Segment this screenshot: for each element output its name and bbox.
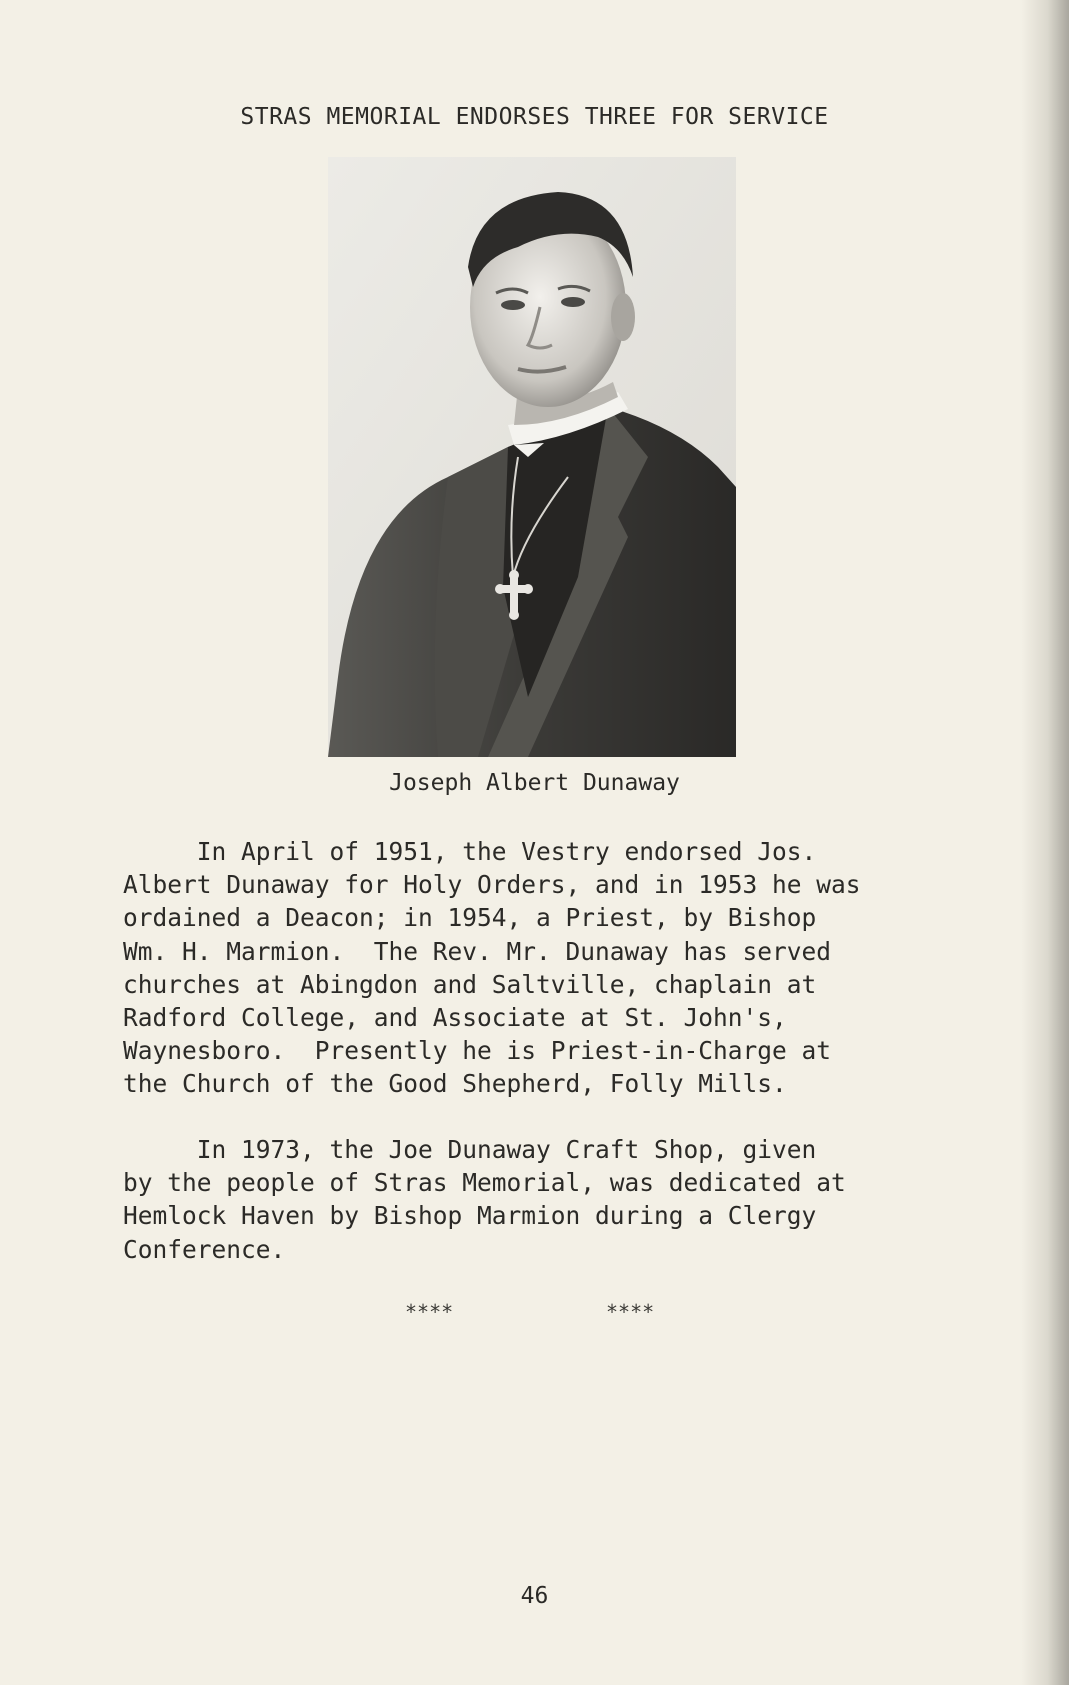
paragraph-line: Conference.: [123, 1234, 286, 1264]
paragraph-line: Radford College, and Associate at St. John's,: [123, 1003, 787, 1033]
page-number: 46: [520, 1583, 549, 1609]
paragraph-line: Albert Dunaway for Holy Orders, and in 1953 he was: [123, 870, 861, 900]
paragraph-line: ordained a Deacon; in 1954, a Priest, by Bishop: [123, 903, 817, 933]
paragraph-line: churches at Abingdon and Saltville, chaplain at: [123, 969, 817, 999]
paragraph-line: Waynesboro. Presently he is Priest-in-Charge at: [123, 1036, 832, 1066]
paragraph-line: In April of 1951, the Vestry endorsed Jos.: [123, 837, 817, 866]
paragraph-craft-shop: [123, 1133, 983, 1266]
paragraph-line: by the people of Stras Memorial, was dedicated at: [123, 1168, 846, 1198]
paragraph-line: Wm. H. Marmion. The Rev. Mr. Dunaway has served: [123, 936, 832, 966]
photo-caption: Joseph Albert Dunaway: [389, 770, 680, 796]
paragraph-ordination: [123, 835, 983, 1101]
paragraph-line: In 1973, the Joe Dunaway Craft Shop, given: [123, 1135, 817, 1164]
portrait-photo: [328, 157, 736, 757]
page-edge-shadow: [1021, 0, 1069, 1685]
separator-stars-left: ****: [405, 1300, 454, 1324]
page-heading: STRAS MEMORIAL ENDORSES THREE FOR SERVICE: [240, 104, 829, 130]
paragraph-line: Hemlock Haven by Bishop Marmion during a Clergy: [123, 1201, 817, 1231]
separator-stars-right: ****: [606, 1300, 655, 1324]
paragraph-line: the Church of the Good Shepherd, Folly Mills.: [123, 1069, 787, 1099]
